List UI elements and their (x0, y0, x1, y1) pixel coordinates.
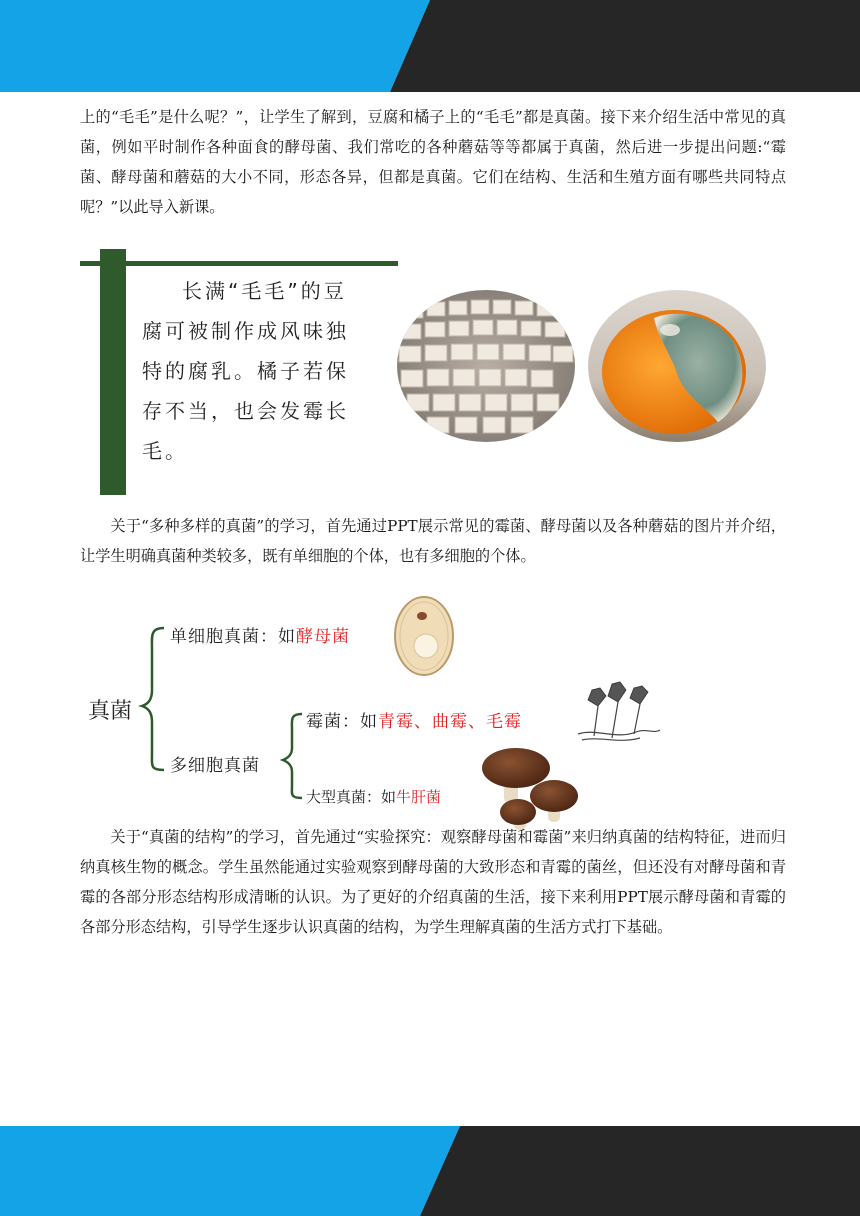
mold-sporangia-drawing (576, 678, 662, 748)
yeast-example: 酵母菌 (296, 627, 350, 647)
callout-side-bar (100, 249, 126, 495)
multi-cell-label: 多细胞真菌 (170, 756, 260, 776)
large-fungi-label (306, 786, 441, 807)
single-cell-label (170, 622, 350, 647)
footer-blue-shape (0, 1126, 460, 1216)
moldy-orange-photo (588, 290, 766, 442)
callout-top-rule (80, 261, 398, 266)
moldy-tofu-photo (397, 290, 575, 442)
large-fungi-text: 大型真菌：如 (306, 788, 397, 806)
paragraph-diversity: 关于“多种多样的真菌”的学习，首先通过PPT展示常见的霉菌、酵母菌以及各种蘑菇的图片并介绍，让学生明确真菌种类较多，既有单细胞的个体，也有多细胞的个体。 (80, 517, 786, 565)
mold-text: 霉菌：如 (306, 712, 378, 732)
callout-text: 长满“毛毛”的豆腐可被制作成风味独特的腐乳。橘子若保存不当，也会发霉长毛。 (142, 279, 349, 463)
paragraph-intro: 上的“毛毛”是什么呢？”，让学生了解到，豆腐和橘子上的“毛毛”都是真菌。接下来介绍生活中常见的真菌，例如平时制作各种面食的酵母菌、我们常吃的各种蘑菇等等都属于真菌，然后进一步提出问题:“霉菌、酵母菌和蘑菇的大小不同，形态各异，但都是真菌。它们在结构、生活和生殖方面有哪些共同特点呢？”以此导入新课。 (80, 108, 786, 216)
footer-band (0, 1126, 860, 1216)
sub-brace (283, 714, 302, 798)
paragraph-structure: 关于“真菌的结构”的学习，首先通过“实验探究：观察酵母菌和霉菌”来归纳真菌的结构特征，进而归纳真核生物的概念。学生虽然能通过实验观察到酵母菌的大致形态和青霉的菌丝，但还没有对酵母菌和青霉的各部分形态结构形成清晰的认识。为了更好的介绍真菌的生活，接下来利用PPT展示酵母菌和青霉的各部分形态结构，引导学生逐步认识真菌的结构，为学生理解真菌的生活方式打下基础。 (80, 828, 786, 936)
footer-dark-shape (420, 1126, 860, 1216)
mold-label (306, 707, 522, 732)
single-cell-text: 单细胞真菌：如 (170, 627, 296, 647)
yeast-cell-drawing (392, 594, 456, 678)
header-band (0, 0, 860, 92)
mold-examples: 青霉、曲霉、毛霉 (378, 712, 522, 732)
fungi-classification-diagram (80, 580, 780, 845)
diagram-root-label: 真菌 (88, 699, 133, 724)
main-brace (142, 628, 164, 770)
header-dark-shape (390, 0, 860, 92)
bolete-example: 牛肝菌 (396, 788, 442, 806)
header-blue-shape (0, 0, 430, 92)
